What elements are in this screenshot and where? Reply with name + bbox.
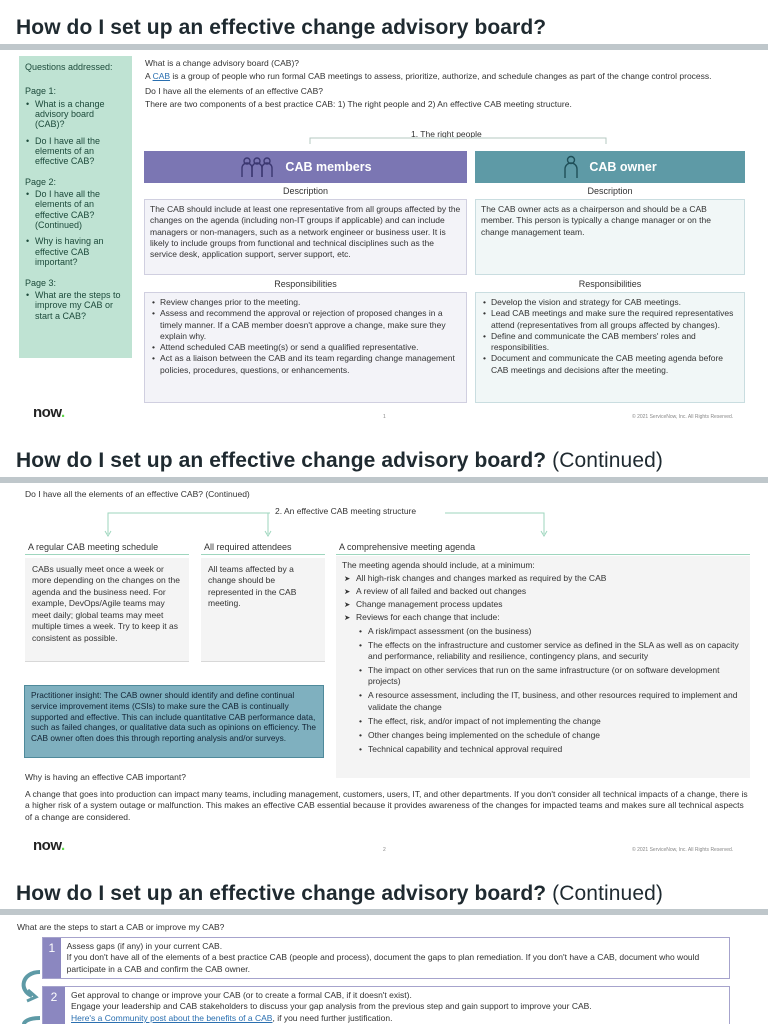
agenda-item: ➤ A review of all failed and backed out changes	[342, 586, 744, 597]
cab-members-title: CAB members	[285, 160, 372, 174]
step-1	[42, 937, 730, 979]
attendees-text: All teams affected by a change should be represented in the CAB meeting.	[201, 558, 325, 662]
list-item: • Document and communicate the CAB meeting agenda before CAB meetings and decisions after the meeting.	[481, 353, 739, 376]
step-number: 2	[43, 987, 65, 1024]
sidebar-item: • What are the steps to improve my CAB or start a CAB?	[25, 290, 126, 321]
agenda-item: ➤ Change management process updates	[342, 599, 744, 610]
step-heading: Assess gaps (if any) in your current CAB.	[66, 941, 223, 951]
list-item: • Review changes prior to the meeting.	[150, 297, 461, 308]
page2-title: How do I set up an effective change advisory board? (Continued)	[16, 449, 663, 472]
owner-responsibilities-label: Responsibilities	[578, 279, 642, 289]
owner-responsibilities	[475, 292, 745, 403]
sidebar-item: • Why is having an effective CAB important?	[25, 236, 126, 267]
sidebar-heading: Questions addressed:	[25, 62, 113, 72]
cab-link[interactable]: CAB	[152, 71, 171, 82]
why-important-text: A change that goes into production can impact many teams, including management, customers, users, IT, and other departments. If you don't consider all technical impacts of a change, there is a higher risk of a system outage or malfunction. This makes an effective CAB essential because it provides awareness of the changes for impacted teams and makes sure all technical aspects of a change are considered.	[25, 789, 748, 822]
list-item: • Attend scheduled CAB meeting(s) or send a qualified representative.	[150, 342, 461, 353]
person-icon	[563, 155, 579, 179]
question-why-important: Why is having an effective CAB important?	[25, 772, 186, 782]
sidebar-page-label: Page 3:	[25, 277, 57, 288]
sidebar-page-label: Page 2:	[25, 176, 57, 187]
cab-members-header	[144, 151, 467, 183]
right-people-label: 1. The right people	[411, 129, 482, 139]
agenda-subitem: • A resource assessment, including the IT, business, and other resources required to implement and validate the change	[358, 690, 744, 712]
community-post-link[interactable]: Here's a Community post about the benefits of a CAB	[71, 1012, 273, 1023]
agenda-box	[336, 556, 750, 778]
structure-connector	[100, 510, 560, 540]
members-description-label: Description	[282, 186, 329, 196]
meeting-structure-label: 2. An effective CAB meeting structure	[275, 506, 417, 516]
people-group-icon	[239, 155, 275, 179]
page-number: 1	[383, 414, 386, 420]
intro-block	[145, 58, 745, 111]
list-item: • Develop the vision and strategy for CAB meetings.	[481, 297, 739, 308]
step-link-line: Here's a Community post about the benefits of a CAB, if you need further justification.	[71, 1012, 393, 1023]
agenda-heading: A comprehensive meeting agenda	[336, 540, 750, 555]
schedule-heading: A regular CAB meeting schedule	[25, 540, 189, 555]
agenda-intro: The meeting agenda should include, at a minimum:	[342, 560, 535, 570]
question-steps: What are the steps to start a CAB or improve my CAB?	[17, 922, 225, 932]
question-what-is-cab: What is a change advisory board (CAB)?	[145, 58, 300, 68]
page-number: 2	[383, 847, 386, 853]
list-item: • Assess and recommend the approval or rejection of proposed changes in a timely manner. If a CAB member doesn't approve a change, make sure they explain why.	[150, 308, 461, 342]
sidebar-item: • What is a change advisory board (CAB)?	[25, 99, 126, 130]
step-heading: Get approval to change or improve your CAB (or to create a formal CAB, if it doesn't exist).	[71, 990, 412, 1000]
agenda-subitem: • Technical capability and technical approval required	[358, 744, 744, 755]
agenda-subitem: • Other changes being implemented on the schedule of change	[358, 730, 744, 741]
step-flow-arrow-icon	[14, 966, 44, 1024]
branch-connector	[150, 136, 750, 152]
members-responsibilities	[144, 292, 467, 403]
title-rule	[0, 909, 768, 915]
step-body	[65, 987, 598, 1024]
copyright: © 2021 ServiceNow, Inc. All Rights Reserved.	[632, 414, 734, 420]
agenda-item: ➤ All high-risk changes and changes marked as required by the CAB	[342, 573, 744, 584]
question-elements: Do I have all the elements of an effective CAB?	[145, 85, 323, 96]
step-2	[42, 986, 730, 1024]
cab-owner-title: CAB owner	[589, 160, 657, 174]
question-elements-continued: Do I have all the elements of an effective CAB? (Continued)	[25, 489, 250, 499]
copyright: © 2021 ServiceNow, Inc. All Rights Reserved.	[632, 847, 734, 853]
now-logo: now.	[33, 404, 65, 421]
sidebar-page-label: Page 1:	[25, 86, 57, 97]
cab-definition: A CAB is a group of people who run formal CAB meetings to assess, prioritize, authorize, and schedule changes as part of the change control process.	[145, 71, 712, 82]
agenda-subitem: • The effect, risk, and/or impact of not implementing the change	[358, 716, 744, 727]
page3-title: How do I set up an effective change advisory board? (Continued)	[16, 882, 663, 905]
owner-description-label: Description	[587, 186, 633, 196]
page1-title: How do I set up an effective change advisory board?	[16, 16, 547, 39]
attendees-heading: All required attendees	[201, 540, 325, 555]
step-text: Engage your leadership and CAB stakeholders to discuss your gap analysis from the previous step and gain support to improve your CAB.	[71, 1001, 592, 1012]
title-rule	[0, 477, 768, 483]
practitioner-insight: Practitioner insight: The CAB owner should identify and define continual service improvement items (CSIs) to make sure the CAB is continually supported and effective. This can include quantitative CAB performance data, such as failed changes, or qualitative data such as opinions on efficiency. The CAB owner often does this through reporting analysis and/or surveys.	[24, 685, 324, 758]
list-item: • Act as a liaison between the CAB and its team regarding change management policies, procedures, questions, or enhancements.	[150, 353, 461, 376]
cab-owner-header	[475, 151, 745, 183]
members-responsibilities-label: Responsibilities	[274, 279, 337, 289]
list-item: • Lead CAB meetings and make sure the required representatives attend (representatives from all groups affected by changes).	[481, 308, 739, 331]
step-body	[61, 938, 729, 978]
agenda-subitem: • A risk/impact assessment (on the business)	[358, 626, 744, 637]
title-rule	[0, 44, 768, 50]
sidebar-item: • Do I have all the elements of an effective CAB?	[25, 136, 126, 167]
owner-description: The CAB owner acts as a chairperson and should be a CAB member. This person is typically a change manager or on the change management team.	[475, 199, 745, 275]
members-description: The CAB should include at least one representative from all groups affected by the changes on the agenda (including non-IT groups if applicable) and can include managers or non-managers, such as a network engineer or business user. It is likely to include groups from functional and technical disciplines such as the service desk, application support, server support, etc.	[144, 199, 467, 275]
components-text: There are two components of a best practice CAB: 1) The right people and 2) An effective CAB meeting structure.	[145, 99, 572, 110]
agenda-item: ➤ Reviews for each change that include:	[342, 612, 744, 623]
agenda-subitem: • The impact on other services that run on the same infrastructure (or on software development projects)	[358, 665, 744, 687]
schedule-text: CABs usually meet once a week or more depending on the changes on the agenda and the business need. For example, DevOps/Agile teams may meet daily; global teams may meet multiple times a week. Try to keep it as consistent as possible.	[25, 558, 189, 662]
now-logo: now.	[33, 837, 65, 854]
step-text: If you don't have all of the elements of a best practice CAB (people and process), document the gaps to plan remediation. If you don't have a CAB, document who would participate in a CAB and confirm the CAB owner.	[66, 952, 700, 974]
step-number: 1	[43, 938, 61, 978]
agenda-subitem: • The effects on the infrastructure and customer service as defined in the SLA as well as on capacity and performance, reliability and resilience, contingency plans, and security	[358, 640, 744, 662]
list-item: • Define and communicate the CAB members' roles and responsibilities.	[481, 331, 739, 354]
questions-sidebar	[19, 56, 132, 358]
sidebar-item: • Do I have all the elements of an effective CAB? (Continued)	[25, 189, 126, 230]
